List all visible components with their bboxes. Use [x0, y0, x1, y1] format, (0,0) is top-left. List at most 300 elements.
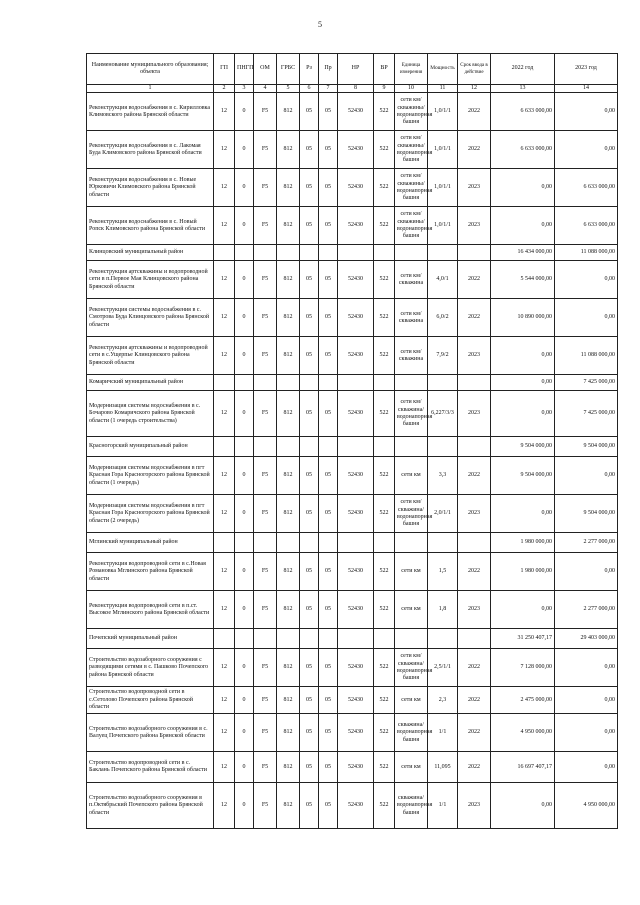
- vr-cell: 522: [374, 337, 395, 375]
- pngp-cell: 0: [235, 169, 254, 207]
- cap-cell: 7,9/2: [428, 337, 458, 375]
- object-row: [87, 553, 618, 591]
- district-name: Клинцовский муниципальный район: [87, 245, 214, 261]
- empty-cell: [458, 437, 491, 457]
- pr-cell: 05: [319, 169, 338, 207]
- empty-cell: [458, 629, 491, 649]
- vr-cell: 522: [374, 495, 395, 533]
- om-cell: F5: [254, 495, 277, 533]
- nr-cell: 52430: [338, 261, 374, 299]
- object-row: [87, 687, 618, 714]
- grbs-cell: 812: [277, 783, 300, 829]
- vr-cell: 522: [374, 93, 395, 131]
- om-cell: F5: [254, 714, 277, 752]
- empty-cell: [395, 629, 428, 649]
- year-cell: 2022: [458, 752, 491, 783]
- cap-cell: 2,5/1/1: [428, 649, 458, 687]
- amount-cell: 1 980 000,00: [491, 553, 555, 591]
- empty-cell: [235, 375, 254, 391]
- object-name: Строительство водозаборного сооружения с разводящими сетями в с. Пашково Почепского района Брянской области: [87, 649, 214, 687]
- gp-cell: 12: [214, 169, 235, 207]
- nr-cell: 52430: [338, 131, 374, 169]
- cap-cell: 2,3: [428, 687, 458, 714]
- column-number-cell: 6: [300, 85, 319, 93]
- object-name: Модернизация системы водоснабжения в пгт Красная Гора Красногорского района Брянской области (2 очередь): [87, 495, 214, 533]
- rz-cell: 05: [300, 591, 319, 629]
- unit-cell: сети км/скважина/водонапорная башня: [395, 649, 428, 687]
- column-number-cell: 2: [214, 85, 235, 93]
- vr-cell: 522: [374, 261, 395, 299]
- amount-cell: 7 425 000,00: [555, 375, 618, 391]
- unit-cell: сети км/скважина/водонапорная башня: [395, 495, 428, 533]
- amount-cell: 0,00: [491, 337, 555, 375]
- unit-cell: сети км: [395, 457, 428, 495]
- vr-cell: 522: [374, 299, 395, 337]
- empty-cell: [458, 533, 491, 553]
- empty-cell: [300, 375, 319, 391]
- empty-cell: [254, 629, 277, 649]
- amount-cell: 4 950 000,00: [491, 714, 555, 752]
- object-row: [87, 649, 618, 687]
- header-cell: ГП: [214, 54, 235, 85]
- object-row: [87, 391, 618, 437]
- om-cell: F5: [254, 752, 277, 783]
- gp-cell: 12: [214, 93, 235, 131]
- grbs-cell: 812: [277, 299, 300, 337]
- nr-cell: 52430: [338, 93, 374, 131]
- object-row: [87, 783, 618, 829]
- empty-cell: [374, 533, 395, 553]
- unit-cell: сети км/скважины/водонапорная башня: [395, 207, 428, 245]
- object-name: Реконструкция водоснабжения в с. Кирилловка Климовского района Брянской области: [87, 93, 214, 131]
- cap-cell: 1,0/1/1: [428, 169, 458, 207]
- gp-cell: 12: [214, 714, 235, 752]
- cap-cell: 3,3: [428, 457, 458, 495]
- object-name: Строительство водопроводной сети в с. Баклань Почепского района Брянской области: [87, 752, 214, 783]
- amount-cell: 9 504 000,00: [555, 437, 618, 457]
- column-number-cell: 5: [277, 85, 300, 93]
- vr-cell: 522: [374, 207, 395, 245]
- pngp-cell: 0: [235, 687, 254, 714]
- rz-cell: 05: [300, 649, 319, 687]
- amount-cell: 16 697 407,17: [491, 752, 555, 783]
- header-cell: Единица измерения: [395, 54, 428, 85]
- pr-cell: 05: [319, 93, 338, 131]
- rz-cell: 05: [300, 391, 319, 437]
- rz-cell: 05: [300, 337, 319, 375]
- rz-cell: 05: [300, 93, 319, 131]
- vr-cell: 522: [374, 457, 395, 495]
- unit-cell: сети км/скважина: [395, 299, 428, 337]
- object-row: [87, 591, 618, 629]
- column-number-row: [87, 85, 618, 93]
- vr-cell: 522: [374, 553, 395, 591]
- gp-cell: 12: [214, 131, 235, 169]
- empty-cell: [235, 533, 254, 553]
- empty-cell: [214, 437, 235, 457]
- amount-cell: 0,00: [491, 783, 555, 829]
- grbs-cell: 812: [277, 714, 300, 752]
- amount-cell: 11 088 000,00: [555, 337, 618, 375]
- empty-cell: [338, 437, 374, 457]
- year-cell: 2022: [458, 714, 491, 752]
- gp-cell: 12: [214, 261, 235, 299]
- vr-cell: 522: [374, 391, 395, 437]
- empty-cell: [254, 245, 277, 261]
- empty-cell: [374, 437, 395, 457]
- year-cell: 2023: [458, 495, 491, 533]
- object-name: Строительство водопроводной сети в с.Сетолово Почепского района Брянской области: [87, 687, 214, 714]
- amount-cell: 0,00: [491, 495, 555, 533]
- cap-cell: 11,095: [428, 752, 458, 783]
- cap-cell: 1,5: [428, 553, 458, 591]
- header-cell: 2023 год: [555, 54, 618, 85]
- object-name: Реконструкция артскважины и водопроводной сети в п.Первое Мая Клинцовского района Брянской области: [87, 261, 214, 299]
- vr-cell: 522: [374, 169, 395, 207]
- pngp-cell: 0: [235, 591, 254, 629]
- district-name: Красногорский муниципальный район: [87, 437, 214, 457]
- rz-cell: 05: [300, 299, 319, 337]
- gp-cell: 12: [214, 783, 235, 829]
- amount-cell: 0,00: [491, 591, 555, 629]
- object-name: Реконструкция системы водоснабжения в с. Смотрова Буда Клинцовского района Брянской области: [87, 299, 214, 337]
- object-row: [87, 261, 618, 299]
- object-row: [87, 299, 618, 337]
- empty-cell: [277, 375, 300, 391]
- year-cell: 2023: [458, 169, 491, 207]
- amount-cell: 2 277 000,00: [555, 591, 618, 629]
- year-cell: 2022: [458, 131, 491, 169]
- empty-cell: [254, 375, 277, 391]
- pngp-cell: 0: [235, 649, 254, 687]
- empty-cell: [254, 533, 277, 553]
- vr-cell: 522: [374, 649, 395, 687]
- amount-cell: 0,00: [555, 131, 618, 169]
- column-number-cell: 3: [235, 85, 254, 93]
- rz-cell: 05: [300, 169, 319, 207]
- header-cell: Срок ввода в действие: [458, 54, 491, 85]
- empty-cell: [458, 375, 491, 391]
- amount-cell: 0,00: [555, 752, 618, 783]
- rz-cell: 05: [300, 752, 319, 783]
- empty-cell: [395, 437, 428, 457]
- object-row: [87, 337, 618, 375]
- empty-cell: [214, 533, 235, 553]
- gp-cell: 12: [214, 553, 235, 591]
- district-name: Комаричский муниципальный район: [87, 375, 214, 391]
- amount-cell: 6 633 000,00: [491, 93, 555, 131]
- amount-cell: 9 504 000,00: [491, 457, 555, 495]
- empty-cell: [338, 375, 374, 391]
- amount-cell: 0,00: [555, 649, 618, 687]
- nr-cell: 52430: [338, 391, 374, 437]
- empty-cell: [319, 245, 338, 261]
- amount-cell: 0,00: [555, 261, 618, 299]
- nr-cell: 52430: [338, 207, 374, 245]
- amount-cell: 9 504 000,00: [555, 495, 618, 533]
- empty-cell: [319, 375, 338, 391]
- unit-cell: скважина/водонапорная башня: [395, 783, 428, 829]
- om-cell: F5: [254, 553, 277, 591]
- header-cell: Рз: [300, 54, 319, 85]
- column-number-cell: 12: [458, 85, 491, 93]
- empty-cell: [428, 629, 458, 649]
- cap-cell: 4,0/1: [428, 261, 458, 299]
- district-name: Почепский муниципальный район: [87, 629, 214, 649]
- om-cell: F5: [254, 207, 277, 245]
- nr-cell: 52430: [338, 591, 374, 629]
- grbs-cell: 812: [277, 591, 300, 629]
- empty-cell: [235, 245, 254, 261]
- cap-cell: 1,0/1/1: [428, 207, 458, 245]
- column-number-cell: 8: [338, 85, 374, 93]
- header-cell: Мощность: [428, 54, 458, 85]
- amount-cell: 0,00: [491, 375, 555, 391]
- amount-cell: 0,00: [555, 687, 618, 714]
- vr-cell: 522: [374, 714, 395, 752]
- column-number-cell: 14: [555, 85, 618, 93]
- year-cell: 2022: [458, 649, 491, 687]
- column-number-cell: 1: [87, 85, 214, 93]
- rz-cell: 05: [300, 714, 319, 752]
- amount-cell: 0,00: [555, 553, 618, 591]
- pr-cell: 05: [319, 261, 338, 299]
- vr-cell: 522: [374, 591, 395, 629]
- table-body: [87, 93, 618, 829]
- cap-cell: 1,0/1/1: [428, 131, 458, 169]
- amount-cell: 0,00: [491, 207, 555, 245]
- rz-cell: 05: [300, 687, 319, 714]
- page-number: 5: [318, 20, 322, 29]
- amount-cell: 4 950 000,00: [555, 783, 618, 829]
- pngp-cell: 0: [235, 714, 254, 752]
- object-row: [87, 495, 618, 533]
- gp-cell: 12: [214, 299, 235, 337]
- pr-cell: 05: [319, 649, 338, 687]
- pngp-cell: 0: [235, 299, 254, 337]
- amount-cell: 0,00: [555, 457, 618, 495]
- rz-cell: 05: [300, 783, 319, 829]
- vr-cell: 522: [374, 752, 395, 783]
- nr-cell: 52430: [338, 337, 374, 375]
- year-cell: 2023: [458, 337, 491, 375]
- pngp-cell: 0: [235, 261, 254, 299]
- header-cell: Пр: [319, 54, 338, 85]
- object-name: Модернизация системы водоснабжения в с. Бочарово Комаричского района Брянской области (1 очередь строительства): [87, 391, 214, 437]
- gp-cell: 12: [214, 391, 235, 437]
- cap-cell: 1,0/1/1: [428, 93, 458, 131]
- gp-cell: 12: [214, 687, 235, 714]
- unit-cell: сети км/скважины/водонапорная башня: [395, 93, 428, 131]
- empty-cell: [374, 629, 395, 649]
- om-cell: F5: [254, 337, 277, 375]
- empty-cell: [300, 629, 319, 649]
- rz-cell: 05: [300, 457, 319, 495]
- amount-cell: 1 980 000,00: [491, 533, 555, 553]
- grbs-cell: 812: [277, 169, 300, 207]
- cap-cell: 6,227/3/3: [428, 391, 458, 437]
- year-cell: 2023: [458, 783, 491, 829]
- pr-cell: 05: [319, 783, 338, 829]
- amount-cell: 7 128 000,00: [491, 649, 555, 687]
- empty-cell: [277, 533, 300, 553]
- om-cell: F5: [254, 261, 277, 299]
- pngp-cell: 0: [235, 553, 254, 591]
- om-cell: F5: [254, 649, 277, 687]
- empty-cell: [214, 245, 235, 261]
- year-cell: 2022: [458, 457, 491, 495]
- empty-cell: [277, 437, 300, 457]
- pngp-cell: 0: [235, 207, 254, 245]
- empty-cell: [214, 375, 235, 391]
- unit-cell: сети км/скважины/водонапорная башня: [395, 169, 428, 207]
- vr-cell: 522: [374, 783, 395, 829]
- unit-cell: сети км/скважина: [395, 261, 428, 299]
- nr-cell: 52430: [338, 495, 374, 533]
- gp-cell: 12: [214, 752, 235, 783]
- empty-cell: [374, 245, 395, 261]
- nr-cell: 52430: [338, 714, 374, 752]
- amount-cell: 6 633 000,00: [491, 131, 555, 169]
- year-cell: 2022: [458, 93, 491, 131]
- object-name: Реконструкция артскважины и водопроводной сети в с.Ущерпье Клинцовского района Брянской области: [87, 337, 214, 375]
- pr-cell: 05: [319, 752, 338, 783]
- budget-table: [86, 53, 618, 829]
- object-row: [87, 169, 618, 207]
- pngp-cell: 0: [235, 391, 254, 437]
- empty-cell: [319, 437, 338, 457]
- unit-cell: сети км: [395, 553, 428, 591]
- year-cell: 2022: [458, 261, 491, 299]
- om-cell: F5: [254, 457, 277, 495]
- empty-cell: [458, 245, 491, 261]
- year-cell: 2022: [458, 299, 491, 337]
- unit-cell: сети км/скважины/водонапорная башня: [395, 131, 428, 169]
- empty-cell: [395, 245, 428, 261]
- district-total-row: [87, 437, 618, 457]
- amount-cell: 31 250 407,17: [491, 629, 555, 649]
- object-row: [87, 93, 618, 131]
- amount-cell: 2 475 000,00: [491, 687, 555, 714]
- amount-cell: 0,00: [491, 391, 555, 437]
- column-number-cell: 13: [491, 85, 555, 93]
- object-row: [87, 207, 618, 245]
- header-cell: Наименование муниципального образования; объекта: [87, 54, 214, 85]
- cap-cell: 6,0/2: [428, 299, 458, 337]
- empty-cell: [374, 375, 395, 391]
- pngp-cell: 0: [235, 337, 254, 375]
- year-cell: 2023: [458, 591, 491, 629]
- empty-cell: [428, 437, 458, 457]
- gp-cell: 12: [214, 649, 235, 687]
- object-name: Реконструкция водоснабжения в с. Новый Ропск Климовского района Брянской области: [87, 207, 214, 245]
- object-row: [87, 131, 618, 169]
- object-row: [87, 752, 618, 783]
- amount-cell: 10 890 000,00: [491, 299, 555, 337]
- empty-cell: [395, 533, 428, 553]
- nr-cell: 52430: [338, 649, 374, 687]
- grbs-cell: 812: [277, 93, 300, 131]
- om-cell: F5: [254, 591, 277, 629]
- pr-cell: 05: [319, 687, 338, 714]
- pngp-cell: 0: [235, 93, 254, 131]
- unit-cell: сети км: [395, 591, 428, 629]
- rz-cell: 05: [300, 553, 319, 591]
- amount-cell: 2 277 000,00: [555, 533, 618, 553]
- grbs-cell: 812: [277, 391, 300, 437]
- pr-cell: 05: [319, 714, 338, 752]
- om-cell: F5: [254, 391, 277, 437]
- amount-cell: 0,00: [491, 169, 555, 207]
- object-name: Реконструкция водопроводной сети в п.ст. Высокое Мглинского района Брянской области: [87, 591, 214, 629]
- column-number-cell: 10: [395, 85, 428, 93]
- unit-cell: сети км: [395, 752, 428, 783]
- amount-cell: 7 425 000,00: [555, 391, 618, 437]
- header-row: [87, 54, 618, 85]
- object-name: Модернизация системы водоснабжения в пгт Красная Гора Красногорского района Брянской области (1 очередь): [87, 457, 214, 495]
- amount-cell: 29 403 000,00: [555, 629, 618, 649]
- empty-cell: [338, 533, 374, 553]
- header-cell: ОМ: [254, 54, 277, 85]
- om-cell: F5: [254, 169, 277, 207]
- amount-cell: 0,00: [555, 93, 618, 131]
- empty-cell: [300, 437, 319, 457]
- amount-cell: 0,00: [555, 714, 618, 752]
- amount-cell: 16 434 000,00: [491, 245, 555, 261]
- pngp-cell: 0: [235, 131, 254, 169]
- om-cell: F5: [254, 687, 277, 714]
- grbs-cell: 812: [277, 553, 300, 591]
- cap-cell: 1/1: [428, 714, 458, 752]
- grbs-cell: 812: [277, 457, 300, 495]
- cap-cell: 1,8: [428, 591, 458, 629]
- empty-cell: [235, 437, 254, 457]
- empty-cell: [277, 629, 300, 649]
- grbs-cell: 812: [277, 261, 300, 299]
- empty-cell: [254, 437, 277, 457]
- pr-cell: 05: [319, 391, 338, 437]
- empty-cell: [428, 533, 458, 553]
- grbs-cell: 812: [277, 649, 300, 687]
- object-name: Реконструкция водоснабжения в с. Новые Юрковичи Климовского района Брянской области: [87, 169, 214, 207]
- vr-cell: 522: [374, 131, 395, 169]
- amount-cell: 5 544 000,00: [491, 261, 555, 299]
- nr-cell: 52430: [338, 687, 374, 714]
- amount-cell: 6 633 000,00: [555, 169, 618, 207]
- amount-cell: 6 633 000,00: [555, 207, 618, 245]
- amount-cell: 9 504 000,00: [491, 437, 555, 457]
- year-cell: 2022: [458, 687, 491, 714]
- object-row: [87, 457, 618, 495]
- district-name: Мглинский муниципальный район: [87, 533, 214, 553]
- unit-cell: сети км: [395, 687, 428, 714]
- rz-cell: 05: [300, 495, 319, 533]
- pr-cell: 05: [319, 591, 338, 629]
- district-total-row: [87, 245, 618, 261]
- cap-cell: 2,0/1/1: [428, 495, 458, 533]
- grbs-cell: 812: [277, 131, 300, 169]
- unit-cell: сети км/скважина/водонапорная башня: [395, 391, 428, 437]
- gp-cell: 12: [214, 457, 235, 495]
- pngp-cell: 0: [235, 783, 254, 829]
- rz-cell: 05: [300, 207, 319, 245]
- object-name: Строительство водозаборного сооружения в п.Октябрьский Почепского района Брянской области: [87, 783, 214, 829]
- cap-cell: 1/1: [428, 783, 458, 829]
- district-total-row: [87, 533, 618, 553]
- column-number-cell: 9: [374, 85, 395, 93]
- nr-cell: 52430: [338, 553, 374, 591]
- rz-cell: 05: [300, 261, 319, 299]
